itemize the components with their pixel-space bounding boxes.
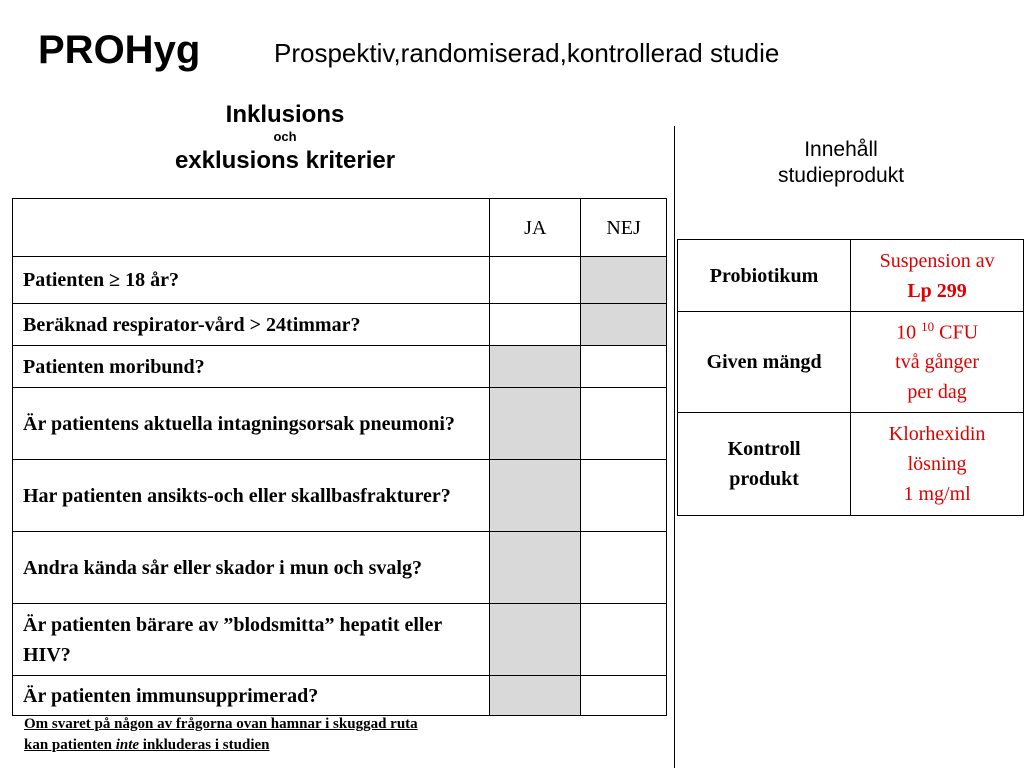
vertical-divider xyxy=(674,126,675,768)
criteria-header-row xyxy=(13,199,667,257)
product-row xyxy=(678,240,1024,312)
dose-base: 10 xyxy=(896,321,922,344)
page-subtitle: Prospektiv,randomiserad,kontrollerad studie xyxy=(274,38,780,68)
answer-ja-cell[interactable] xyxy=(490,532,581,604)
table-row xyxy=(13,257,667,304)
table-row xyxy=(13,304,667,346)
criteria-footnote xyxy=(24,714,418,756)
criteria-question: Beräknad respirator-vård > 24timmar? xyxy=(13,304,490,346)
product-value-line: Suspension av xyxy=(879,249,995,272)
product-value-line: per dag xyxy=(907,381,967,404)
criteria-question: Är patienten bärare av ”blodsmitta” hepatit eller HIV? xyxy=(13,604,490,676)
table-row xyxy=(13,460,667,532)
criteria-question: Är patienten immunsupprimerad? xyxy=(13,676,490,716)
page-title: PROHyg xyxy=(38,28,201,72)
answer-ja-cell[interactable] xyxy=(490,460,581,532)
criteria-heading xyxy=(110,102,460,174)
criteria-header-question xyxy=(13,199,490,257)
product-label xyxy=(678,413,851,516)
footnote-line1: Om svaret på någon av frågorna ovan hamnar i skuggad ruta xyxy=(24,716,418,732)
footnote-pre: kan patienten xyxy=(24,737,116,753)
dose-exponent: 10 xyxy=(921,318,935,334)
product-label: Given mängd xyxy=(678,312,851,413)
answer-ja-cell[interactable] xyxy=(490,604,581,676)
product-value-line xyxy=(852,317,1022,348)
answer-nej-cell[interactable] xyxy=(581,604,667,676)
product-label-line: Kontroll xyxy=(727,438,801,460)
answer-ja-cell[interactable] xyxy=(490,304,581,346)
criteria-heading-line1: Inklusions xyxy=(225,101,345,128)
product-heading xyxy=(746,137,936,190)
table-row xyxy=(13,388,667,460)
product-value-line: två gånger xyxy=(895,351,979,374)
answer-nej-cell[interactable] xyxy=(581,460,667,532)
answer-ja-cell[interactable] xyxy=(490,676,581,716)
footnote-post: inkluderas i studien xyxy=(139,737,270,753)
table-row xyxy=(13,676,667,716)
product-table xyxy=(677,239,1024,516)
answer-nej-cell[interactable] xyxy=(581,304,667,346)
criteria-question: Patienten moribund? xyxy=(13,346,490,388)
criteria-heading-line2: och xyxy=(273,129,297,145)
table-row xyxy=(13,604,667,676)
criteria-header-nej: NEJ xyxy=(581,199,667,257)
product-value-line: Klorhexidin xyxy=(888,423,986,445)
footnote-emphasis: inte xyxy=(115,737,140,753)
footnote-line2 xyxy=(24,735,418,756)
answer-nej-cell[interactable] xyxy=(581,388,667,460)
answer-nej-cell[interactable] xyxy=(581,346,667,388)
answer-nej-cell[interactable] xyxy=(581,532,667,604)
product-row xyxy=(678,312,1024,413)
criteria-table xyxy=(12,198,667,716)
product-label: Probiotikum xyxy=(678,240,851,312)
product-value xyxy=(851,240,1024,312)
answer-nej-cell[interactable] xyxy=(581,676,667,716)
product-label-line: produkt xyxy=(729,468,799,490)
criteria-heading-line3: exklusions kriterier xyxy=(174,146,396,174)
answer-nej-cell[interactable] xyxy=(581,257,667,304)
table-row xyxy=(13,532,667,604)
criteria-question: Är patientens aktuella intagningsorsak pneumoni? xyxy=(13,388,490,460)
product-value xyxy=(851,312,1024,413)
criteria-question: Har patienten ansikts-och eller skallbasfrakturer? xyxy=(13,460,490,532)
dose-unit: CFU xyxy=(934,321,979,344)
product-value-line: 1 mg/ml xyxy=(903,483,971,505)
criteria-header-ja: JA xyxy=(490,199,581,257)
product-heading-line1: Innehåll xyxy=(804,138,878,161)
table-row xyxy=(13,346,667,388)
criteria-question: Andra kända sår eller skador i mun och svalg? xyxy=(13,532,490,604)
product-value-line: Lp 299 xyxy=(907,279,967,302)
answer-ja-cell[interactable] xyxy=(490,346,581,388)
product-heading-line2: studieprodukt xyxy=(777,164,905,188)
criteria-question: Patienten ≥ 18 år? xyxy=(13,257,490,304)
product-value xyxy=(851,413,1024,516)
product-row xyxy=(678,413,1024,516)
answer-ja-cell[interactable] xyxy=(490,388,581,460)
answer-ja-cell[interactable] xyxy=(490,257,581,304)
product-value-line: lösning xyxy=(907,453,967,475)
